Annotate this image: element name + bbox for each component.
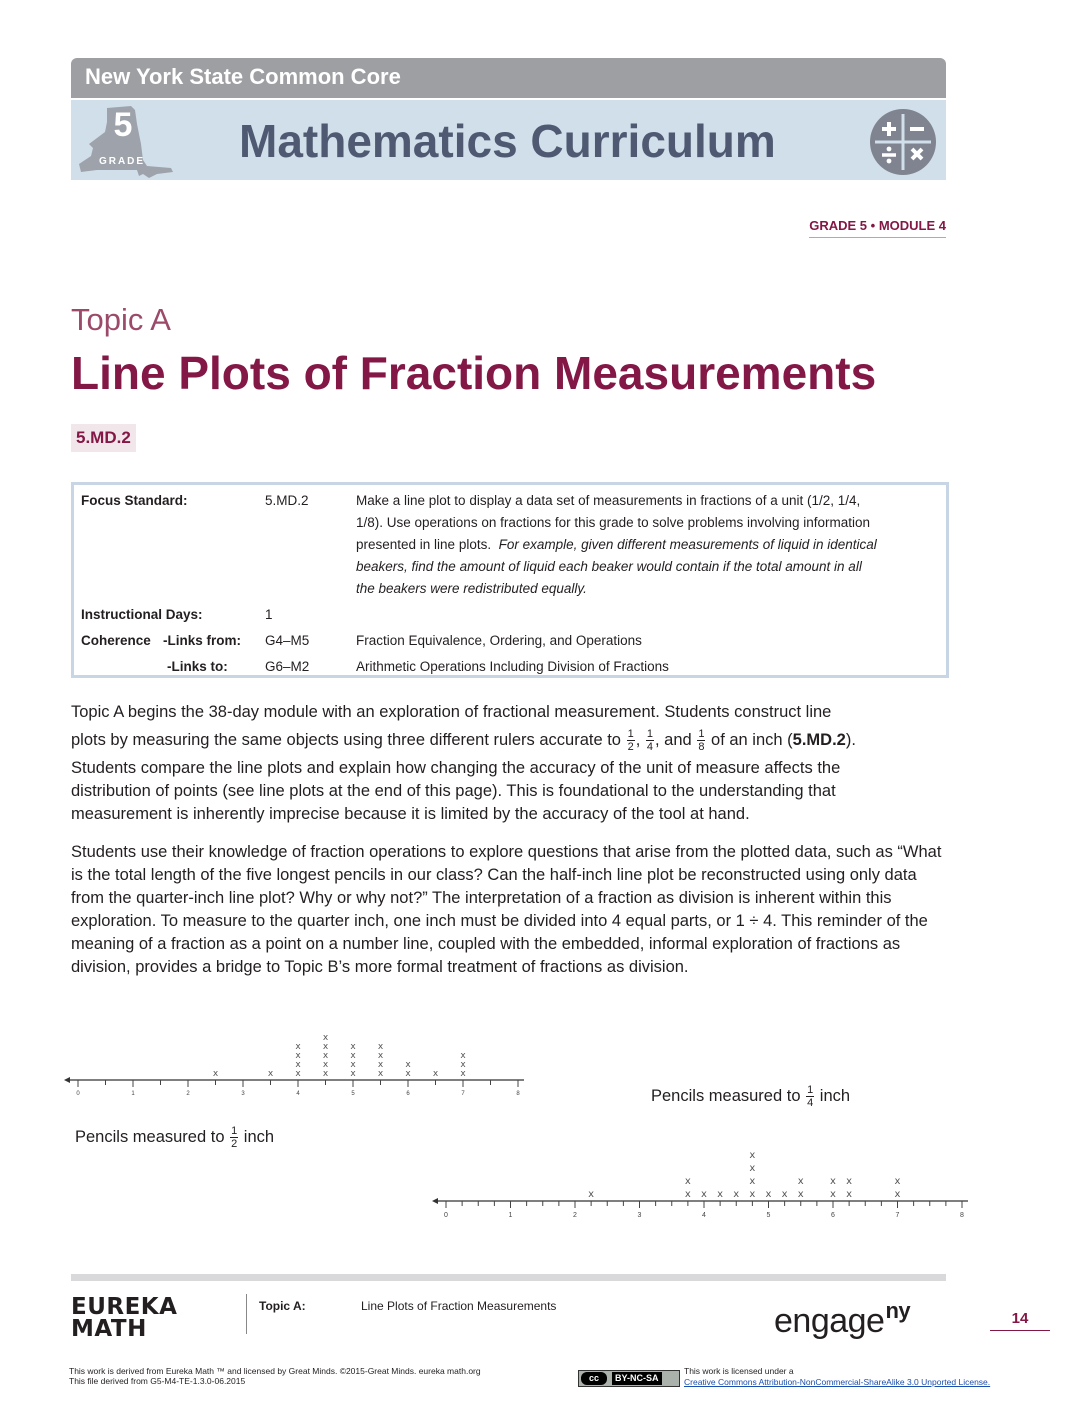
caption-text: Pencils measured to xyxy=(651,1086,806,1105)
grade-number: 5 xyxy=(113,106,133,144)
focus-text-plain: presented in line plots. xyxy=(356,537,499,552)
data-point-x: x xyxy=(322,1033,329,1043)
numerator: 1 xyxy=(231,1125,238,1137)
standard-reference: 5.MD.2 xyxy=(792,731,846,749)
data-point-x: x xyxy=(377,1069,384,1079)
data-point-x: x xyxy=(405,1060,411,1070)
links-from-label: -Links from: xyxy=(163,633,242,648)
standards-table xyxy=(71,482,949,678)
text-run: , and xyxy=(655,731,697,749)
data-point-x: x xyxy=(781,1189,788,1200)
tick-label: 0 xyxy=(76,1091,80,1097)
data-point-x: x xyxy=(588,1189,595,1200)
fraction-half xyxy=(627,728,635,753)
data-point-x: x xyxy=(460,1051,466,1061)
text-run: ). xyxy=(845,731,856,749)
tick-label: 8 xyxy=(960,1212,964,1219)
notice-line: This work is licensed under a xyxy=(684,1366,794,1376)
tick-label: 4 xyxy=(296,1091,300,1097)
fraction-quarter xyxy=(646,728,654,753)
quarter-inch-plot-caption xyxy=(651,1084,850,1109)
data-point-x: x xyxy=(295,1069,301,1079)
quarter-inch-line-plot xyxy=(424,1134,974,1234)
tick-label: 5 xyxy=(351,1091,355,1097)
license-link[interactable]: Creative Commons Attribution-NonCommercial-ShareAlike 3.0 Unported License. xyxy=(684,1377,991,1387)
data-point-x: x xyxy=(322,1042,329,1052)
focus-text-example: beakers, find the amount of liquid each beaker would contain if the total amount in all xyxy=(356,559,862,574)
notice-line: This file derived from G5-M4-TE-1.3.0-06.2015 xyxy=(69,1376,246,1386)
denominator: 2 xyxy=(627,741,634,754)
derivation-notice xyxy=(69,1366,481,1386)
engageny-logo xyxy=(774,1298,910,1341)
banner-text: New York State Common Core xyxy=(85,64,401,89)
data-point-x: x xyxy=(377,1051,384,1061)
footer-topic-title: Line Plots of Fraction Measurements xyxy=(361,1299,557,1313)
caption-text: inch xyxy=(815,1086,851,1105)
data-point-x: x xyxy=(684,1189,691,1200)
notice-line: This work is derived from Eureka Math ™ and licensed by Great Minds. ©2015-Great Minds. eureka math.org xyxy=(69,1366,481,1376)
axis-arrow-icon xyxy=(64,1077,70,1083)
focus-text-line xyxy=(356,534,877,556)
fraction-quarter xyxy=(806,1084,814,1109)
data-point-x: x xyxy=(733,1189,740,1200)
topic-label: Topic A xyxy=(71,302,171,337)
data-point-x: x xyxy=(350,1042,356,1052)
data-point-x: x xyxy=(212,1069,219,1079)
paragraph-2: Students use their knowledge of fraction operations to explore questions that arise from the plotted data, such as “What is the total length of the five longest pencils in our class? Can the half-inch line plot be reconstructed using only data from the quarter-inch line plot? Why or why not?” The interpretation of a fraction as division is inherent within this exploration. To measure to the quarter inch, one inch must be divided into 4 equal parts, or 1 ÷ 4. This reminder of the meaning of a fraction as a point on a number line, coupled with the embedded, informal exploration of fractions as division, provides a bridge to Topic B’s more formal treatment of fractions as division. xyxy=(71,843,942,976)
text-run: of an inch ( xyxy=(706,731,793,749)
tick-label: 4 xyxy=(702,1212,706,1219)
logo-superscript: ny xyxy=(885,1298,911,1323)
tick-label: 0 xyxy=(444,1212,448,1219)
license-badge-label: BY-NC-SA xyxy=(612,1372,662,1385)
paragraph-1 xyxy=(71,701,951,826)
half-inch-plot-caption xyxy=(75,1125,274,1150)
denominator: 8 xyxy=(698,741,705,754)
data-point-x: x xyxy=(749,1150,756,1161)
data-point-x: x xyxy=(701,1189,707,1200)
tick-label: 6 xyxy=(406,1091,410,1097)
links-to-label: -Links to: xyxy=(167,659,228,674)
numerator: 1 xyxy=(627,728,634,741)
data-point-x: x xyxy=(894,1189,901,1200)
data-point-x: x xyxy=(749,1176,756,1187)
instructional-days-label: Instructional Days: xyxy=(81,607,203,622)
creative-commons-badge xyxy=(578,1370,680,1387)
focus-text-example: the beakers were redistributed equally. xyxy=(356,581,587,596)
data-point-x: x xyxy=(295,1042,301,1052)
paragraph-text: Students compare the line plots and explain how changing the accuracy of the unit of measure affects the distribution of points (see line plots at the end of this page). This is foundational to the understanding that measurement is inherently imprecise because it is limited by the accuracy of the tool at hand. xyxy=(71,759,841,823)
math-operations-icon xyxy=(869,108,937,176)
fraction-eighth xyxy=(697,728,705,753)
header-banner-top xyxy=(71,58,946,98)
coherence-label: Coherence xyxy=(81,633,151,648)
tick-label: 3 xyxy=(241,1091,245,1097)
tick-label: 1 xyxy=(131,1091,135,1097)
tick-label: 2 xyxy=(186,1091,190,1097)
links-to-text: Arithmetic Operations Including Division of Fractions xyxy=(356,659,669,674)
data-point-x: x xyxy=(295,1051,301,1061)
data-point-x: x xyxy=(322,1069,329,1079)
tick-label: 8 xyxy=(516,1091,520,1097)
focus-text-line: 1/8). Use operations on fractions for this grade to solve problems involving information xyxy=(356,515,871,530)
tick-label: 1 xyxy=(508,1212,513,1219)
data-point-x: x xyxy=(377,1042,384,1052)
fraction-half xyxy=(230,1125,238,1150)
topic-title: Line Plots of Fraction Measurements xyxy=(71,347,877,399)
denominator: 2 xyxy=(231,1138,238,1150)
focus-text-line: Make a line plot to display a data set of measurements in fractions of a unit (1/2, 1/4, xyxy=(356,493,861,508)
denominator: 4 xyxy=(807,1097,814,1109)
header-banner xyxy=(71,100,946,180)
logo-text: engage xyxy=(774,1302,885,1340)
data-point-x: x xyxy=(460,1060,466,1070)
paragraph-line xyxy=(71,724,951,757)
data-point-x: x xyxy=(377,1060,384,1070)
paragraph-line: Topic A begins the 38-day module with an exploration of fractional measurement. Students construct line xyxy=(71,703,832,721)
numerator: 1 xyxy=(698,728,705,741)
half-inch-line-plot xyxy=(60,1030,530,1110)
denominator: 4 xyxy=(646,741,654,754)
links-from-text: Fraction Equivalence, Ordering, and Operations xyxy=(356,633,642,648)
text-run: plots by measuring the same objects using three different rulers accurate to xyxy=(71,731,626,749)
data-point-x: x xyxy=(894,1176,901,1187)
links-to-code: G6–M2 xyxy=(265,659,310,674)
data-point-x: x xyxy=(846,1176,853,1187)
grade-module-label: GRADE 5 • MODULE 4 xyxy=(809,218,946,238)
data-point-x: x xyxy=(432,1069,439,1079)
instructional-days-value: 1 xyxy=(265,607,273,622)
data-point-x: x xyxy=(322,1051,329,1061)
footer-topic-label: Topic A: xyxy=(259,1299,306,1313)
numerator: 1 xyxy=(807,1084,814,1096)
data-point-x: x xyxy=(295,1060,301,1070)
license-notice xyxy=(684,1366,990,1388)
text-run: , xyxy=(635,731,641,749)
cc-icon: cc xyxy=(581,1372,607,1385)
data-point-x: x xyxy=(350,1060,356,1070)
curriculum-title: Mathematics Curriculum xyxy=(239,115,776,167)
data-point-x: x xyxy=(765,1189,772,1200)
tick-label: 7 xyxy=(461,1091,465,1097)
focus-standard-code: 5.MD.2 xyxy=(265,493,309,508)
data-point-x: x xyxy=(267,1069,274,1079)
caption-text: Pencils measured to xyxy=(75,1127,230,1146)
logo-line: MATH xyxy=(71,1316,147,1342)
data-point-x: x xyxy=(350,1069,356,1079)
data-point-x: x xyxy=(684,1176,691,1187)
caption-text: inch xyxy=(239,1127,275,1146)
data-point-x: x xyxy=(322,1060,329,1070)
numerator: 1 xyxy=(646,728,654,741)
data-point-x: x xyxy=(405,1069,411,1079)
tick-label: 2 xyxy=(573,1212,577,1219)
data-point-x: x xyxy=(460,1069,466,1079)
page-number: 14 xyxy=(990,1310,1050,1331)
axis-arrow-icon xyxy=(432,1198,438,1204)
data-point-x: x xyxy=(749,1163,756,1174)
logo-line: EUREKA xyxy=(71,1294,178,1320)
tick-label: 3 xyxy=(637,1212,642,1219)
data-point-x: x xyxy=(846,1189,853,1200)
footer-divider xyxy=(246,1294,247,1334)
data-point-x: x xyxy=(830,1189,836,1200)
standard-tag: 5.MD.2 xyxy=(71,424,136,452)
data-point-x: x xyxy=(350,1051,356,1061)
data-point-x: x xyxy=(797,1189,804,1200)
data-point-x: x xyxy=(749,1189,756,1200)
tick-label: 6 xyxy=(831,1212,835,1219)
focus-standard-label: Focus Standard: xyxy=(81,493,188,508)
data-point-x: x xyxy=(797,1176,804,1187)
eureka-math-logo xyxy=(71,1296,177,1340)
focus-text-example: For example, given different measurements of liquid in identical xyxy=(498,537,877,552)
tick-label: 5 xyxy=(766,1212,771,1219)
data-point-x: x xyxy=(830,1176,836,1187)
footer-rule xyxy=(71,1274,946,1281)
links-from-code: G4–M5 xyxy=(265,633,310,648)
tick-label: 7 xyxy=(895,1212,900,1219)
data-point-x: x xyxy=(717,1189,724,1200)
grade-word: GRADE xyxy=(98,156,146,167)
